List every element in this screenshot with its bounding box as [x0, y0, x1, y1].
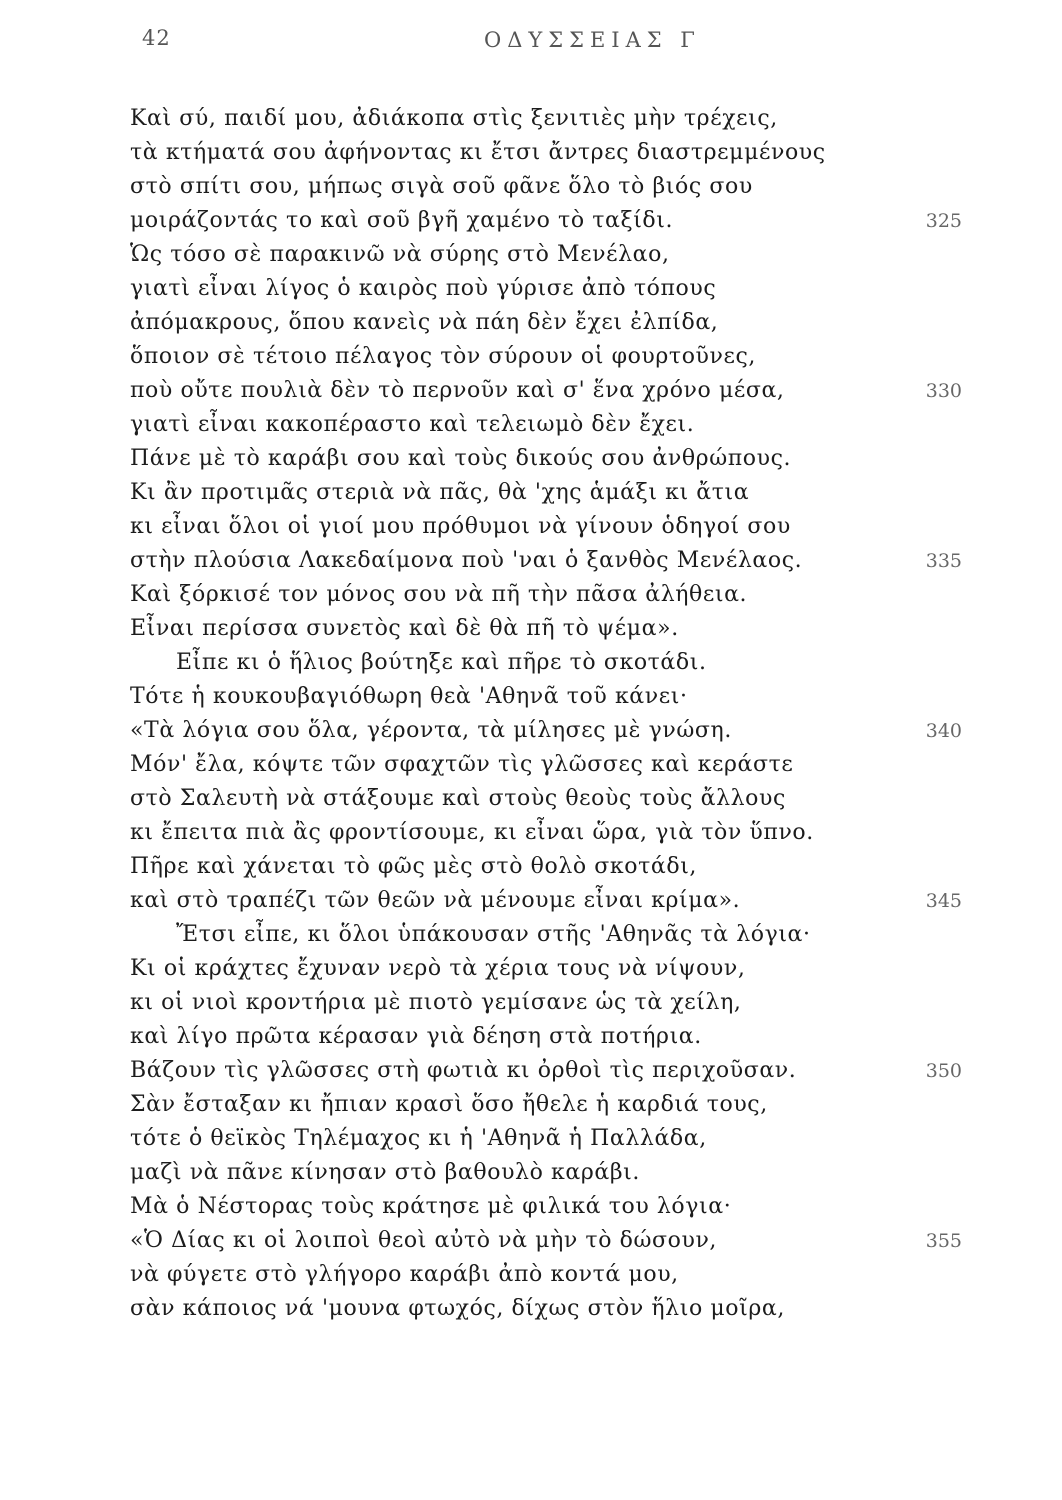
verse-line: Καὶ σύ, παιδί μου, ἀδιάκοπα στὶς ξενιτιὲς μὴν τρέχεις,	[130, 106, 778, 131]
line-number: 335	[925, 550, 962, 572]
verse-line: Βάζουν τὶς γλῶσσες στὴ φωτιὰ κι ὀρθοὶ τὶς περιχοῦσαν.	[130, 1058, 797, 1083]
line-number: 330	[925, 380, 962, 402]
verse-line: Μὰ ὁ Νέστορας τοὺς κράτησε μὲ φιλικά του λόγια·	[130, 1194, 732, 1219]
verse-line: κι εἶναι ὅλοι οἱ γιοί μου πρόθυμοι νὰ γίνουν ὁδηγοί σου	[130, 514, 791, 539]
verse-line: κι οἱ νιοὶ κροντήρια μὲ πιοτὸ γεμίσανε ὡς τὰ χείλη,	[130, 990, 742, 1015]
line-number: 350	[925, 1060, 962, 1082]
verse-line: νὰ φύγετε στὸ γλήγορο καράβι ἀπὸ κοντά μου,	[130, 1262, 679, 1287]
verse-line: τὰ κτήματά σου ἀφήνοντας κι ἔτσι ἄντρες διαστρεμμένους	[130, 140, 826, 165]
verse-line: καὶ στὸ τραπέζι τῶν θεῶν νὰ μένουμε εἶναι κρίμα».	[130, 888, 741, 913]
verse-line: στὸ σπίτι σου, μήπως σιγὰ σοῦ φᾶνε ὅλο τὸ βιός σου	[130, 174, 753, 199]
verse-line: «Ὁ Δίας κι οἱ λοιποὶ θεοὶ αὐτὸ νὰ μὴν τὸ δώσουν,	[130, 1228, 718, 1253]
verse-line: μοιράζοντάς το καὶ σοῦ βγῆ χαμένο τὸ ταξίδι.	[130, 208, 674, 233]
verse-line: τότε ὁ θεϊκὸς Τηλέμαχος κι ἡ 'Αθηνᾶ ἡ Παλλάδα,	[130, 1126, 707, 1151]
verse-line: Κι οἱ κράχτες ἔχυναν νερὸ τὰ χέρια τους νὰ νίψουν,	[130, 956, 746, 981]
line-number: 340	[925, 720, 962, 742]
verse-line: Πάνε μὲ τὸ καράβι σου καὶ τοὺς δικούς σου ἀνθρώπους.	[130, 446, 792, 471]
verse-line: ὅποιον σὲ τέτοιο πέλαγος τὸν σύρουν οἱ φουρτοῦνες,	[130, 344, 757, 369]
verse-line: ἀπόμακρους, ὅπου κανεὶς νὰ πάη δὲν ἔχει ἐλπίδα,	[130, 310, 719, 335]
verse-line: στὸ Σαλευτὴ νὰ στάξουμε καὶ στοὺς θεοὺς τοὺς ἄλλους	[130, 786, 786, 811]
verse-line: Καὶ ξόρκισέ τον μόνος σου νὰ πῆ τὴν πᾶσα ἀλήθεια.	[130, 582, 748, 607]
verse-line: Τότε ἡ κουκουβαγιόθωρη θεὰ 'Αθηνᾶ τοῦ κάνει·	[130, 684, 688, 709]
verse-line: Εἶπε κι ὁ ἥλιος βούτηξε καὶ πῆρε τὸ σκοτάδι.	[176, 650, 707, 675]
line-number: 355	[925, 1230, 962, 1252]
verse-line: «Τὰ λόγια σου ὅλα, γέροντα, τὰ μίλησες μὲ γνώση.	[130, 718, 732, 743]
verse-line: Ἔτσι εἶπε, κι ὅλοι ὑπάκουσαν στῆς 'Αθηνᾶς τὰ λόγια·	[176, 922, 811, 947]
running-head: ΟΔΥΣΣΕΙΑΣ Γ	[484, 28, 701, 52]
line-number: 345	[925, 890, 962, 912]
verse-line: Εἶναι περίσσα συνετὸς καὶ δὲ θὰ πῆ τὸ ψέμα».	[130, 616, 679, 641]
page-number: 42	[142, 26, 171, 50]
verse-line: στὴν πλούσια Λακεδαίμονα ποὺ 'ναι ὁ ξανθὸς Μενέλαος.	[130, 548, 803, 573]
verse-line: γιατὶ εἶναι κακοπέραστο καὶ τελειωμὸ δὲν ἔχει.	[130, 412, 695, 437]
line-number: 325	[925, 210, 962, 232]
verse-line: Πῆρε καὶ χάνεται τὸ φῶς μὲς στὸ θολὸ σκοτάδι,	[130, 854, 698, 879]
verse-line: Μόν' ἔλα, κόψτε τῶν σφαχτῶν τὶς γλῶσσες καὶ κεράστε	[130, 752, 794, 777]
verse-line: ποὺ οὔτε πουλιὰ δὲν τὸ περνοῦν καὶ σ' ἕνα χρόνο μέσα,	[130, 378, 785, 403]
verse-line: κι ἔπειτα πιὰ ἂς φροντίσουμε, κι εἶναι ὥρα, γιὰ τὸν ὕπνο.	[130, 820, 814, 845]
verse-line: Κι ἂν προτιμᾶς στεριὰ νὰ πᾶς, θὰ 'χης ἁμάξι κι ἄτια	[130, 480, 750, 505]
verse-line: γιατὶ εἶναι λίγος ὁ καιρὸς ποὺ γύρισε ἀπὸ τόπους	[130, 276, 717, 301]
verse-line: Ὡς τόσο σὲ παρακινῶ νὰ σύρης στὸ Μενέλαο,	[130, 242, 670, 267]
verse-line: σὰν κάποιος νά 'μουνα φτωχός, δίχως στὸν ἥλιο μοῖρα,	[130, 1296, 785, 1321]
verse-line: καὶ λίγο πρῶτα κέρασαν γιὰ δέηση στὰ ποτήρια.	[130, 1024, 702, 1049]
verse-line: μαζὶ νὰ πᾶνε κίνησαν στὸ βαθουλὸ καράβι.	[130, 1160, 640, 1185]
verse-line: Σὰν ἔσταξαν κι ἤπιαν κρασὶ ὅσο ἤθελε ἡ καρδιά τους,	[130, 1092, 768, 1117]
